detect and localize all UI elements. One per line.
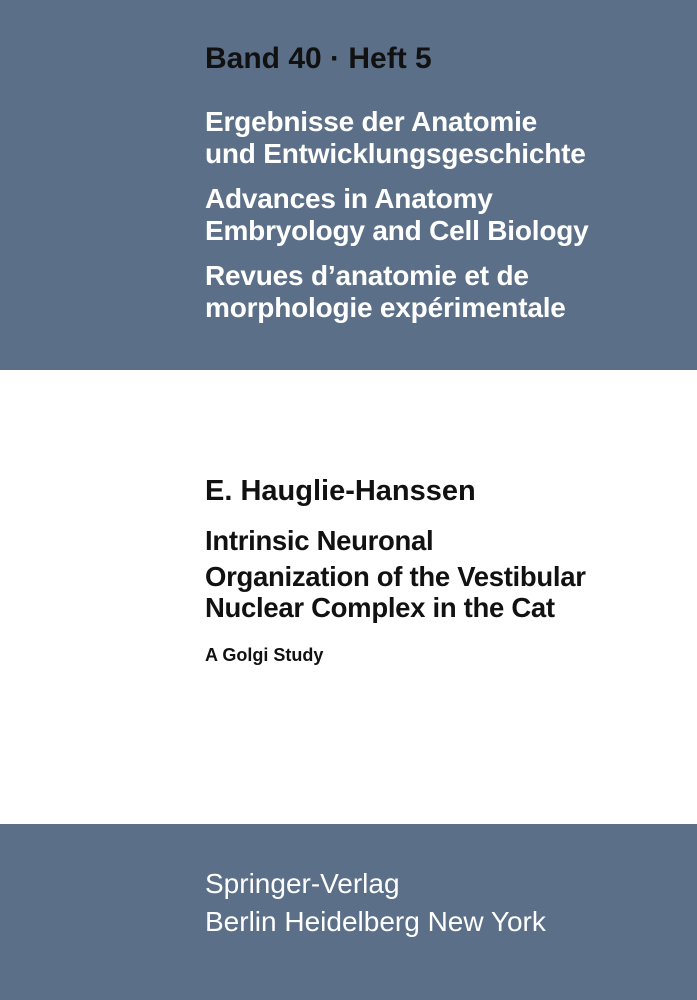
author: E. Hauglie-Hanssen	[205, 475, 476, 507]
subtitle: A Golgi Study	[205, 645, 324, 665]
publisher-line: Berlin Heidelberg New York	[205, 906, 546, 937]
series-title-line: und Entwicklungsgeschichte	[205, 138, 586, 169]
series-title-line: Advances in Anatomy	[205, 183, 493, 214]
book-title-line: Organization of the Vestibular	[205, 561, 586, 592]
book-title-line: Intrinsic Neuronal	[205, 525, 434, 556]
book-title-line: Nuclear Complex in the Cat	[205, 592, 555, 623]
volume-label: Band 40 · Heft 5	[205, 42, 432, 75]
series-title-line: Ergebnisse der Anatomie	[205, 106, 538, 137]
series-title-line: Revues d’anatomie et de	[205, 260, 529, 291]
publisher-line: Springer-Verlag	[205, 868, 400, 899]
series-title-line: Embryology and Cell Biology	[205, 215, 589, 246]
series-title-line: morphologie expérimentale	[205, 292, 566, 323]
